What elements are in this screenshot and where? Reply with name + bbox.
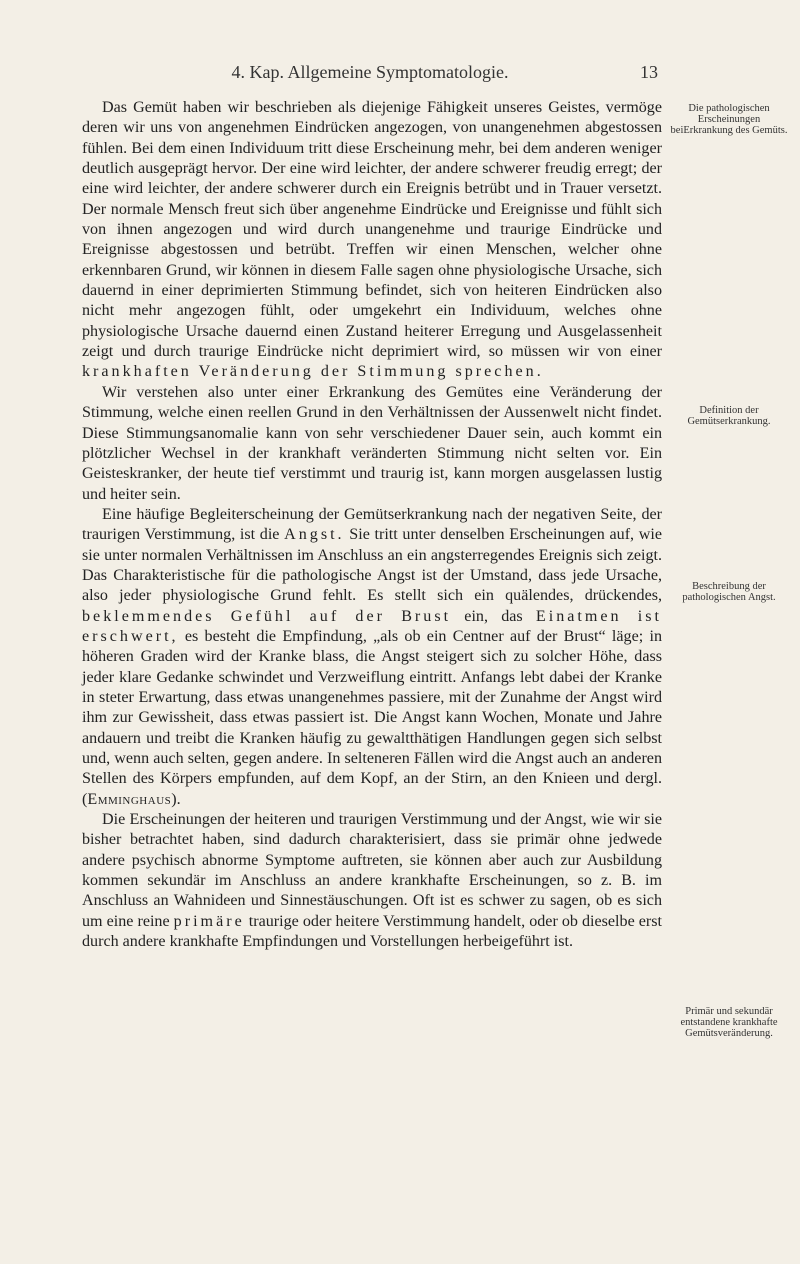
marginal-note-3: Beschreibung der pathologischen Angst. (682, 581, 776, 603)
emphasis-text: Angst. (284, 526, 345, 544)
page-number: 13 (640, 62, 658, 82)
paragraph-3: Eine häufige Begleiterscheinung der Gemütserkrankung nach der negativen Seite, der traurigen Verstimmung, ist die Angst. Sie tritt unter denselben Erscheinungen auf, wie sie unter normalen Verhältnissen im Anschluss an ein angsterregendes Ereignis sich zeigt. Das Charakteristische für die pathologische Angst ist der Umstand, dass jede Ursache, also jeder physiologische Grund fehlt. Es stellt sich ein quälendes, drückendes, beklemmendes Gefühl auf der Brust ein, das Einatmen ist erschwert, es besteht die Empfindung, „als ob ein Centner auf der Brust“ läge; in höheren Graden wird der Kranke blass, die Angst steigert sich zu solcher Höhe, dass jeder klare Gedanke schwindet und Verzweiflung eintritt. Anfangs lebt dabei der Kranke in steter Erwartung, dass etwas unangenehmes passiere, mit der Zunahme der Angst wird ihm zur Gewissheit, dass etwas passiert ist. Die Angst kann Wochen, Monate und Jahre andauern und treibt die Kranken häufig zu gewaltthätigen Handlungen gegen sich selbst und, wenn auch selten, gegen andere. In selteneren Fällen wird die Angst auch an anderen Stellen des Körpers empfunden, auf dem Kopf, an der Stirn, an den Knieen und dergl. (Emminghaus). (82, 505, 662, 808)
marginal-note-2: Definition der Gemütserkrankung. (687, 405, 771, 427)
emphasis-text: primäre (173, 912, 245, 930)
chapter-title: 4. Kap. Allgemeine Symptomatologie. (231, 62, 509, 82)
author-citation: Emminghaus (87, 790, 172, 808)
body-text (82, 98, 662, 952)
paragraph-4: Die Erscheinungen der heiteren und traurigen Verstimmung und der Angst, wie wir sie bisher betrachtet haben, sind dadurch charakterisiert, dass sie primär ohne jedwede andere psychisch abnorme Symptome auftreten, sie können aber auch zur Ausbildung kommen sekundär im Anschluss an andere krankhafte Erscheinungen, so z. B. im Anschluss an Wahnideen und Sinnestäuschungen. Oft ist es schwer zu sagen, ob es sich um eine reine primäre traurige oder heitere Verstimmung handelt, oder ob dieselbe erst durch andere krankhafte Empfindungen und Vorstellungen herbeigeführt ist. (82, 811, 663, 951)
marginal-note-4: Primär und sekundär entstandene krankhafte Gemütsveränderung. (680, 1006, 778, 1039)
marginal-note-1: Die pathologischen Erscheinungen beiErkrankung des Gemüts. (670, 103, 788, 136)
running-header (98, 62, 658, 83)
paragraph-2: Wir verstehen also unter einer Erkrankung des Gemütes eine Veränderung der Stimmung, welche einen reellen Grund in den Verhältnissen der Aussenwelt nicht findet. Diese Stimmungsanomalie kann von sehr verschiedener Dauer sein, auch kommt ein plötzlicher Wechsel in der krankhaft veränderten Stimmung nicht selten vor. Ein Geisteskranker, der heute tief verstimmt und traurig ist, kann morgen ausgelassen lustig und heiter sein. (82, 383, 662, 503)
emphasis-text: beklemmendes Gefühl auf der Brust (82, 607, 452, 625)
paragraph-1: Das Gemüt haben wir beschrieben als diejenige Fähigkeit unseres Geistes, vermöge deren wir uns von angenehmen Eindrücken angezogen, von unangenehmen abgestossen fühlen. Bei dem einen Individuum tritt diese Erscheinung mehr, bei dem anderen weniger deutlich ausgeprägt hervor. Der eine wird leichter, der andere schwerer freudig erregt; der eine wird leichter, der andere schwerer durch ein Ereignis betrübt und in Trauer versetzt. Der normale Mensch freut sich über angenehme Eindrücke und Ereignisse und fühlt sich von ihnen angezogen und wird durch unangenehme und traurige Eindrücke und Ereignisse abgestossen und betrübt. Treffen wir einen Menschen, welcher ohne erkennbaren Grund, wir können in diesem Falle sagen ohne physiologische Ursache, sich dauernd in einer deprimierten Stimmung befindet, sich von heiteren Eindrücken also nicht mehr angezogen fühlt, oder umgekehrt ein Individuum, welches ohne physiologische Ursache dauernd einen Zustand heiterer Erregung und Ausgelassenheit zeigt und durch traurige Eindrücke nicht deprimiert wird, so müssen wir von einer krankhaften Veränderung der Stimmung sprechen. (82, 99, 662, 381)
emphasis-text: Einatmen ist erschwert, (82, 607, 662, 645)
emphasis-text: krankhaften Veränderung der Stimmung sprechen. (82, 363, 544, 381)
